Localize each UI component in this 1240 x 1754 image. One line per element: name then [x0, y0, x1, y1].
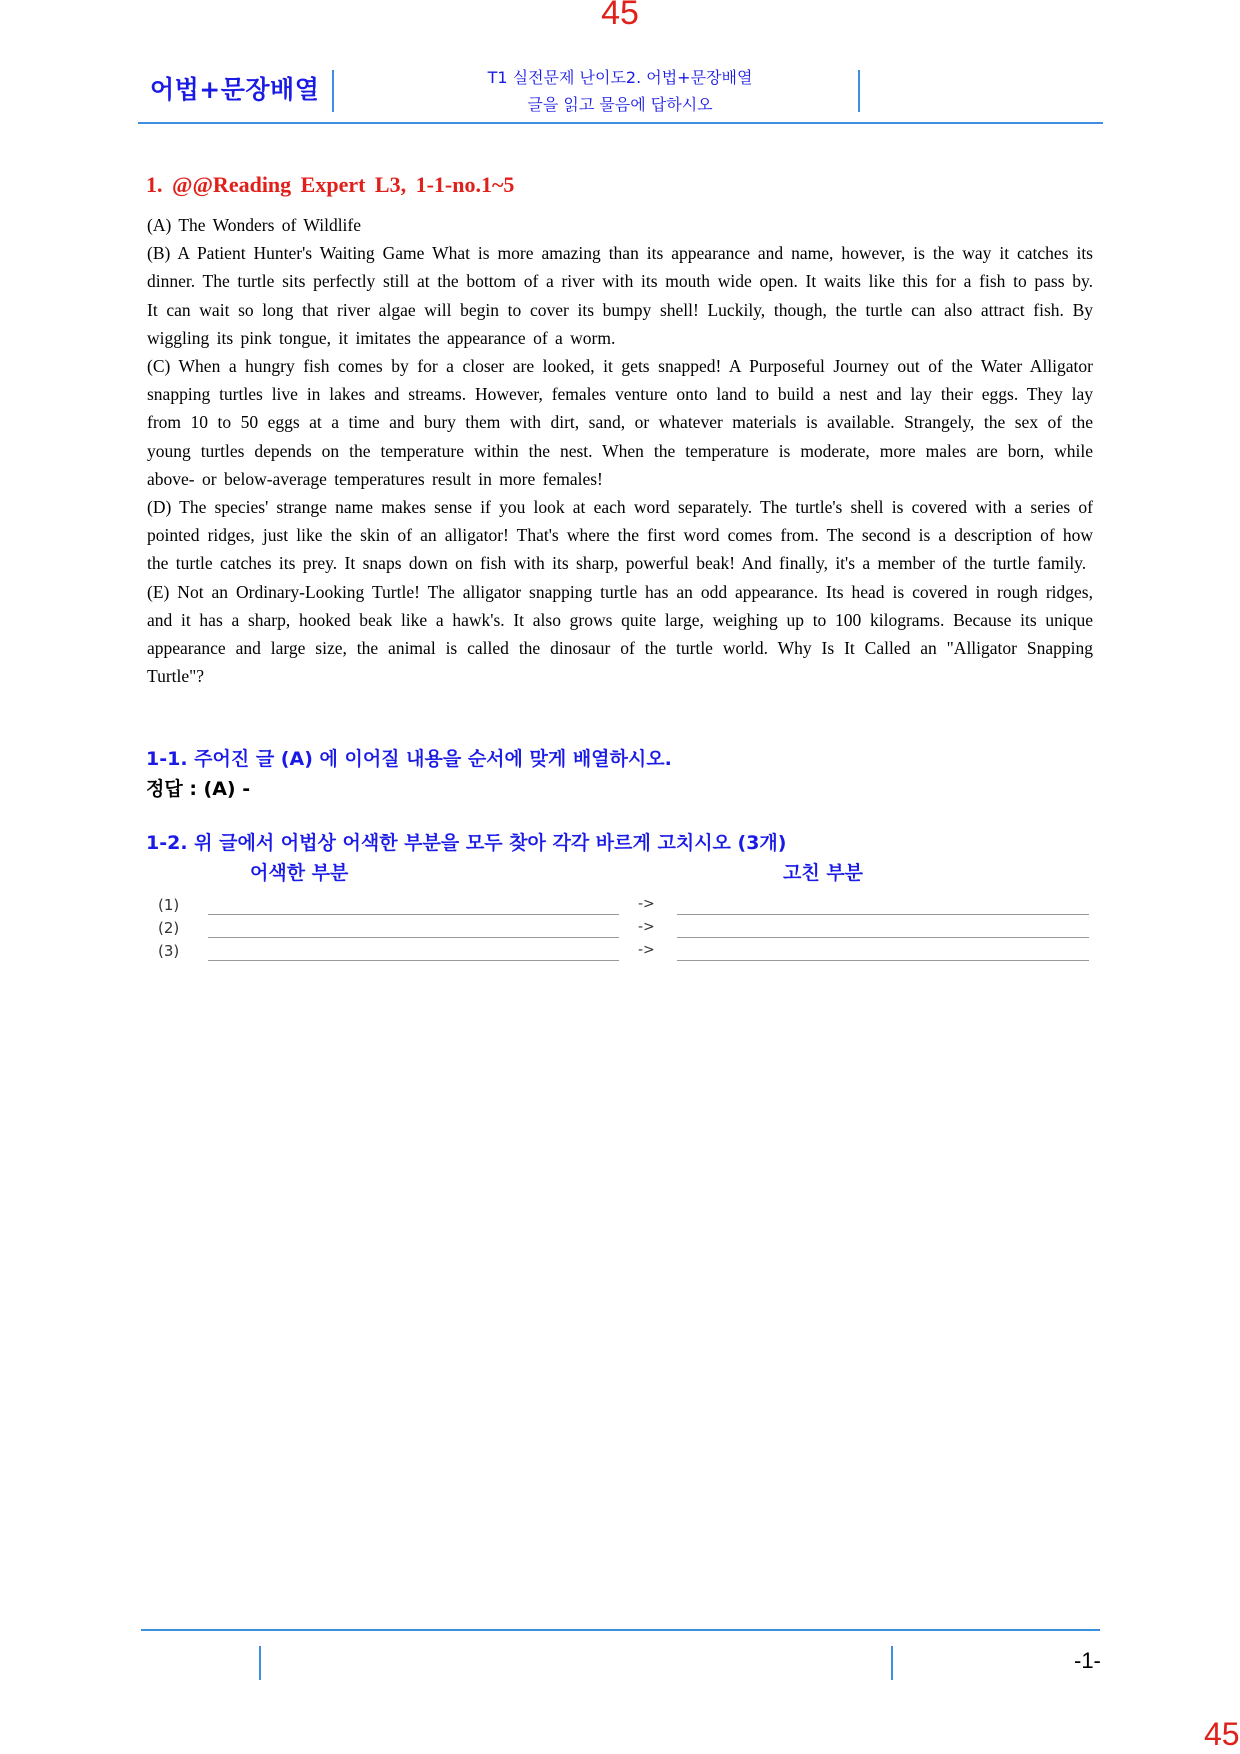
row-number: (1) [158, 896, 180, 914]
passage-paragraph-e: (E) Not an Ordinary-Looking Turtle! The alligator snapping turtle has an odd appearance. Its head is covered in rough ridges, and it has a sharp, hooked beak like a hawk's. It also grows quite large, weighing up to 100 kilograms. Because its unique appearance and large size, the animal is called the dinosaur of the turtle world. Why Is It Called an "Alligator Snapping Turtle"? [147, 581, 1093, 687]
question-title: 1. @@Reading Expert L3, 1-1-no.1~5 [146, 172, 515, 197]
answer-label: 정답 : (A) - [146, 778, 251, 800]
top-page-number: 45 [601, 0, 639, 32]
passage-paragraph-c: (C) When a hungry fish comes by for a closer are looked, it gets snapped! A Purposeful Journey out of the Water Alligator snapping turtles live in lakes and streams. However, females venture onto land to build a nest and lay their eggs. They lay from 10 to 50 eggs at a time and bury them with dirt, sand, or whatever materials is available. Strangely, the sex of the young turtles depends on the temperature within the nest. When the temperature is moderate, more males are born, while above- or below-average temperatures result in more females! [147, 356, 1093, 489]
fixed-answer-blank[interactable] [677, 914, 1089, 915]
arrow: -> [638, 896, 655, 912]
question-1-1-prompt: 1-1. 주어진 글 (A) 에 이어질 내용을 순서에 맞게 배열하시오. [146, 748, 672, 770]
header-subtitle-line2: 글을 읽고 물음에 답하시오 [527, 95, 713, 114]
passage-paragraph-b: (B) A Patient Hunter's Waiting Game What is more amazing than its appearance and name, however, is the way it catches its dinner. The turtle sits perfectly still at the bottom of a river with its mouth wide open. It waits like this for a fish to pass by. It can wait so long that river algae will begin to cover its bumpy shell! Luckily, though, the turtle can also attract fish. By wiggling its pink tongue, it imitates the appearance of a worm. [147, 243, 1093, 348]
row-number: (3) [158, 942, 180, 960]
fixed-answer-blank[interactable] [677, 960, 1089, 961]
footer-page-number: -1- [1074, 1648, 1101, 1673]
wrong-answer-blank[interactable] [208, 960, 619, 961]
arrow: -> [638, 942, 655, 958]
header-rule [138, 122, 1103, 124]
wrong-answer-blank[interactable] [208, 914, 619, 915]
passage-paragraph-a: (A) The Wonders of Wildlife [147, 215, 362, 235]
footer-divider-left [259, 1646, 261, 1680]
footer-rule [141, 1629, 1100, 1631]
footer-divider-right [891, 1646, 893, 1680]
answer-row [0, 896, 1240, 918]
header-divider-right [858, 70, 860, 112]
column-header-wrong: 어색한 부분 [250, 862, 349, 884]
arrow: -> [638, 919, 655, 935]
answer-row [0, 942, 1240, 964]
header-divider-left [332, 70, 334, 112]
passage-paragraph-d: (D) The species' strange name makes sense if you look at each word separately. The turtle's shell is covered with a series of pointed ridges, just like the skin of an alligator! That's where the first word comes from. The second is a description of how the turtle catches its prey. It snaps down on fish with its sharp, powerful beak! And finally, it's a member of the turtle family. [147, 497, 1093, 574]
column-header-fixed: 고친 부분 [783, 862, 864, 884]
bottom-page-number: 45 [1204, 1716, 1240, 1752]
header-title: 어법+문장배열 [150, 75, 320, 104]
header-subtitle [440, 64, 800, 118]
answer-row [0, 919, 1240, 941]
passage [147, 211, 1093, 690]
question-1-2-prompt: 1-2. 위 글에서 어법상 어색한 부분을 모두 찾아 각각 바르게 고치시오 (3개) [146, 832, 787, 854]
wrong-answer-blank[interactable] [208, 937, 619, 938]
fixed-answer-blank[interactable] [677, 937, 1089, 938]
header-subtitle-line1: T1 실전문제 난이도2. 어법+문장배열 [487, 68, 753, 87]
row-number: (2) [158, 919, 180, 937]
